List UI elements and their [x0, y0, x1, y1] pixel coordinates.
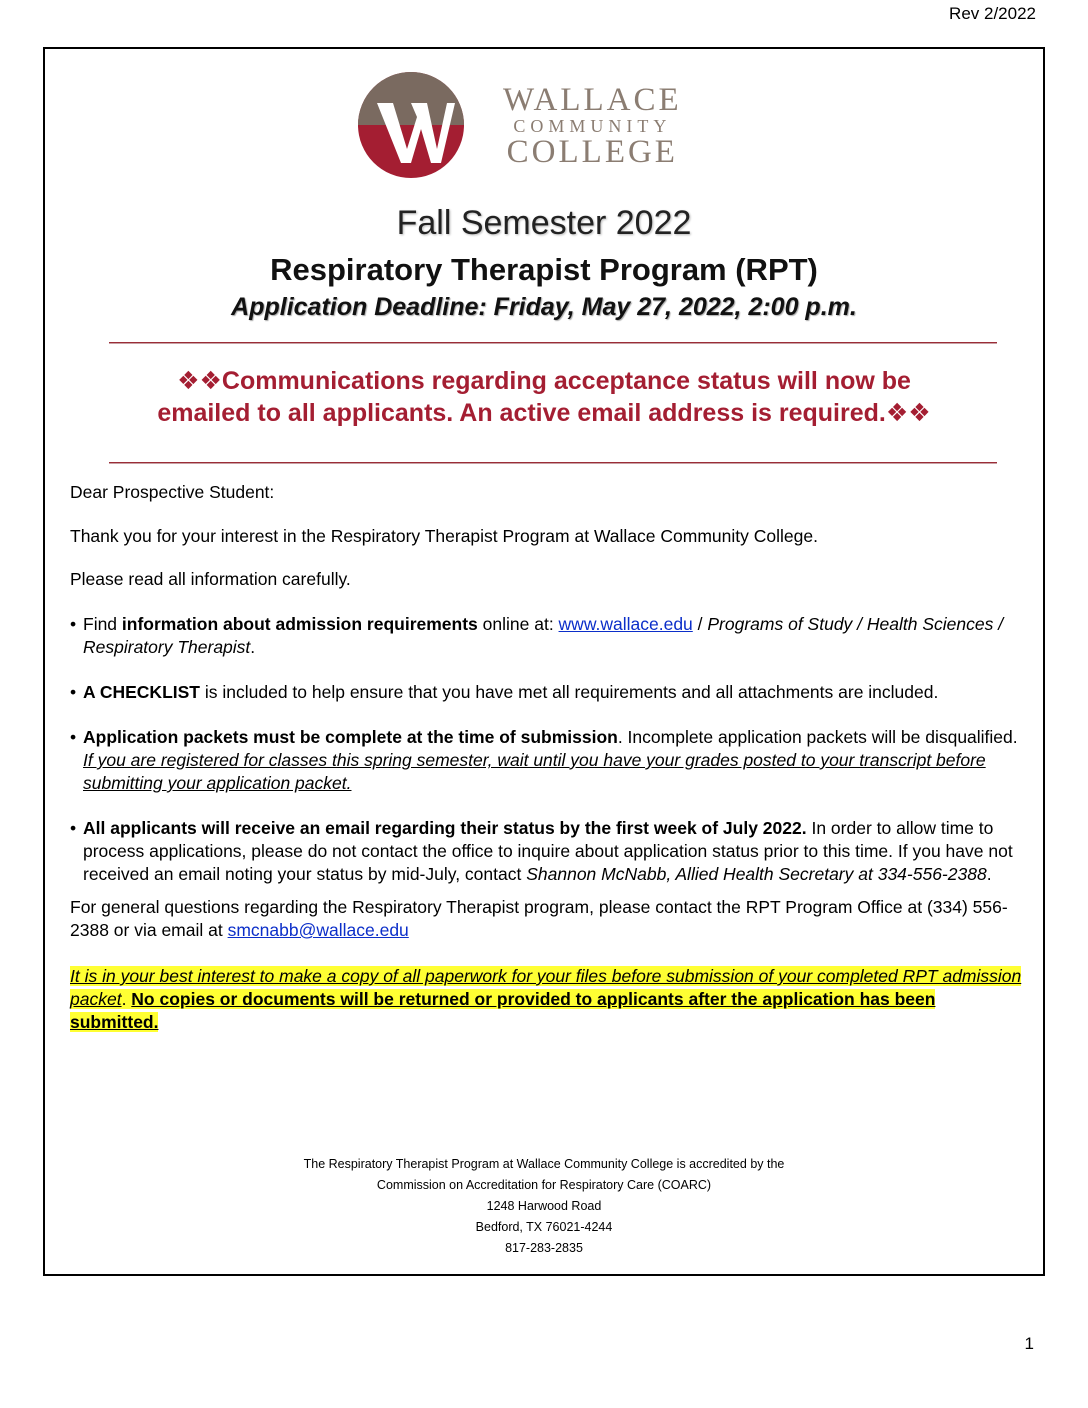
revision-label: Rev 2/2022: [949, 4, 1036, 23]
footer-line-1: The Respiratory Therapist Program at Wallace Community College is accredited by the: [303, 1157, 785, 1171]
email-link[interactable]: smcnabb@wallace.edu: [227, 920, 409, 940]
notice-line-1: ❖❖Communications regarding acceptance status will now be: [177, 367, 911, 395]
college-wordmark: [503, 82, 682, 170]
program-title: Respiratory Therapist Program (RPT): [270, 252, 818, 287]
accreditation-footer: [45, 1154, 1043, 1259]
footer-line-2: Commission on Accreditation for Respiratory Care (COARC): [376, 1178, 712, 1192]
list-item-checklist: • A CHECKLIST is included to help ensure that you have met all requirements and all attachments are included.: [70, 681, 1023, 704]
list-item-status-email: • All applicants will receive an email regarding their status by the first week of July 2022. In order to allow time to process applications, please do not contact the office to inquire about application status prior to this time. If you have not received an email noting your status by mid-July, contact Shannon McNabb, Allied Health Secretary at 334-556-2388.: [70, 817, 1023, 886]
letter-body: [70, 481, 1023, 1034]
general-questions: For general questions regarding the Respiratory Therapist program, please contact the RPT Program Office at (334) 556-2388 or via email at smcnabb@wallace.edu: [70, 897, 1008, 940]
wordmark-line-3: COLLEGE: [506, 134, 678, 170]
greeting: Dear Prospective Student:: [70, 482, 275, 502]
page-number: 1: [1024, 1334, 1034, 1353]
footer-line-5: 817-283-2835: [505, 1241, 583, 1255]
footer-line-3: 1248 Harwood Road: [486, 1199, 602, 1213]
divider-top: [109, 342, 997, 344]
wordmark-line-1: WALLACE: [503, 82, 682, 118]
notice-line-2: emailed to all applicants. An active email address is required.❖❖: [157, 399, 931, 427]
wallace-website-link[interactable]: www.wallace.edu: [558, 614, 693, 634]
college-seal-icon: [357, 71, 465, 179]
email-notice: [85, 365, 1003, 429]
copy-warning: It is in your best interest to make a copy of all paperwork for your files before submission of your completed RPT admission packet. No copies or documents will be returned or provided to applicants after the application has been submitted.: [70, 966, 1022, 1032]
college-logo: [357, 71, 702, 176]
list-item-admission-info: • Find information about admission requirements online at: www.wallace.edu / Programs of Study / Health Sciences / Respiratory Therapist.: [70, 613, 1023, 659]
document-frame: [43, 47, 1045, 1276]
thanks-paragraph: Thank you for your interest in the Respiratory Therapist Program at Wallace Community College.: [70, 526, 818, 546]
read-instruction: Please read all information carefully.: [70, 569, 351, 589]
footer-line-4: Bedford, TX 76021-4244: [475, 1220, 613, 1234]
wordmark-line-2: COMMUNITY: [513, 116, 672, 136]
semester-heading: Fall Semester 2022: [396, 204, 692, 242]
divider-bottom: [109, 462, 997, 464]
application-deadline: Application Deadline: Friday, May 27, 2022, 2:00 p.m.: [231, 293, 857, 321]
list-item-complete-packets: • Application packets must be complete at the time of submission. Incomplete application packets will be disqualified. If you are registered for classes this spring semester, wait until you have your grades posted to your transcript before submitting your application packet.: [70, 726, 1023, 795]
